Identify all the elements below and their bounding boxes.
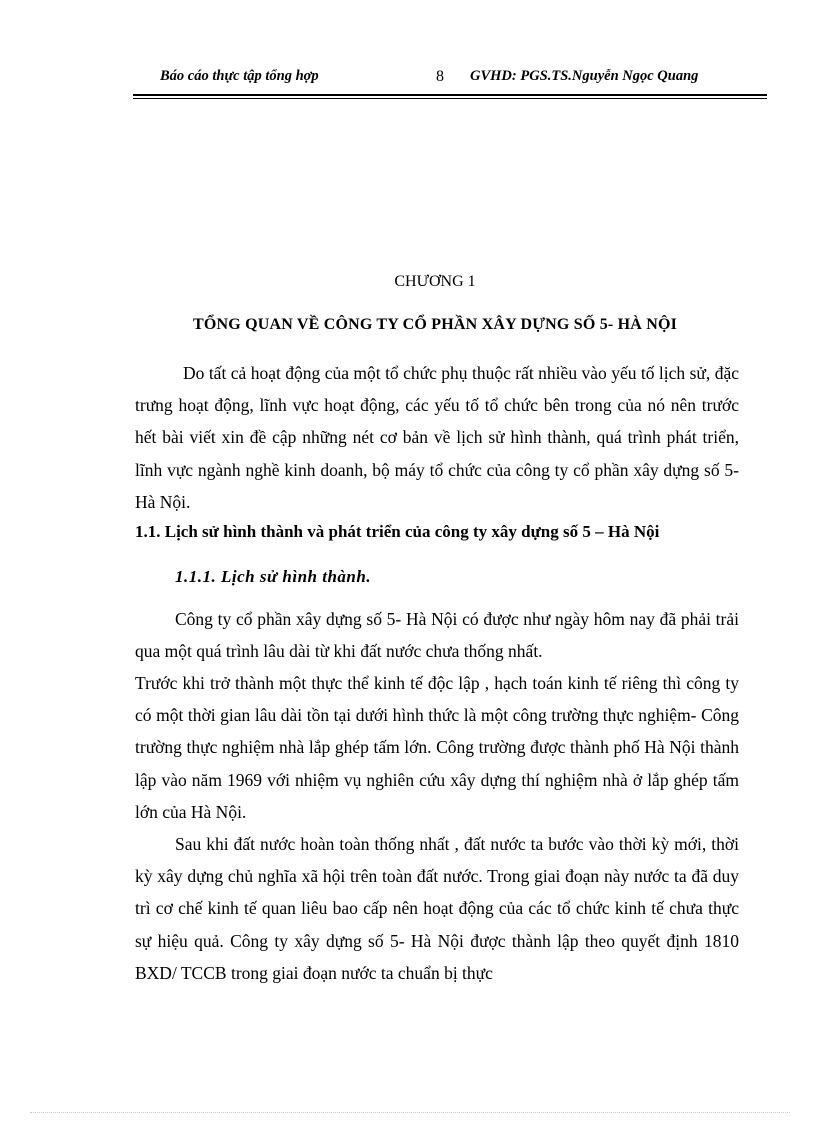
paragraph-1: Công ty cổ phần xây dựng số 5- Hà Nội có được như ngày hôm nay đã phải trải qua một quá trình lâu dài từ khi đất nước chưa thống nhất. — [135, 609, 739, 662]
header-rule-thick — [133, 94, 767, 96]
paragraph-3: Sau khi đất nước hoàn toàn thống nhất , đất nước ta bước vào thời kỳ mới, thời kỳ xây dựng chủ nghĩa xã hội trên toàn đất nước. Trong giai đoạn này nước ta đã duy trì cơ chế kinh tế quan liêu bao cấp nên hoạt động của các tổ chức kinh tế chưa thực sự hiệu quả. Công ty xây dựng số 5- Hà Nội được thành lập theo quyết định 1810 BXD/ TCCB trong giai đoạn nước ta chuẩn bị thực — [135, 834, 739, 983]
section-heading-1-1-1: 1.1.1. Lịch sử hình thành. — [175, 567, 372, 586]
header-report-title: Báo cáo thực tập tổng hợp — [160, 68, 319, 84]
paragraph-2: Trước khi trở thành một thực thể kinh tế độc lập , hạch toán kinh tế riêng thì công ty có một thời gian lâu dài tồn tại dưới hình thức là một công trường thực nghiệm- Công trường thực nghiệm nhà lắp ghép tấm lớn. Công trường được thành phố Hà Nội thành lập vào năm 1969 với nhiệm vụ nghiên cứu xây dựng thí nghiệm nhà ở lắp ghép tấm lớn của Hà Nội. — [135, 673, 739, 822]
header-rule-thin — [133, 98, 767, 99]
chapter-title: TỔNG QUAN VỀ CÔNG TY CỔ PHẦN XÂY DỰNG SỐ 5- HÀ NỘI — [192, 316, 678, 333]
page-number: 8 — [436, 68, 444, 85]
intro-paragraph: Do tất cả hoạt động của một tổ chức phụ thuộc rất nhiều vào yếu tố lịch sử, đặc trưng hoạt động, lĩnh vực hoạt động, các yếu tố tổ chức bên trong của nó nên trước hết bài viết xin đề cập những nét cơ bản về lịch sử hình thành, quá trình phát triển, lĩnh vực ngành nghề kinh doanh, bộ máy tổ chức của công ty cổ phần xây dựng số 5- Hà Nội. — [135, 363, 739, 512]
section-heading-1-1: 1.1. Lịch sử hình thành và phát triển của công ty xây dựng số 5 – Hà Nội — [135, 522, 660, 541]
chapter-label: CHƯƠNG 1 — [394, 273, 476, 290]
header-supervisor: GVHD: PGS.TS.Nguyễn Ngọc Quang — [470, 68, 699, 84]
page-header — [160, 64, 740, 92]
footer-divider — [30, 1112, 790, 1113]
